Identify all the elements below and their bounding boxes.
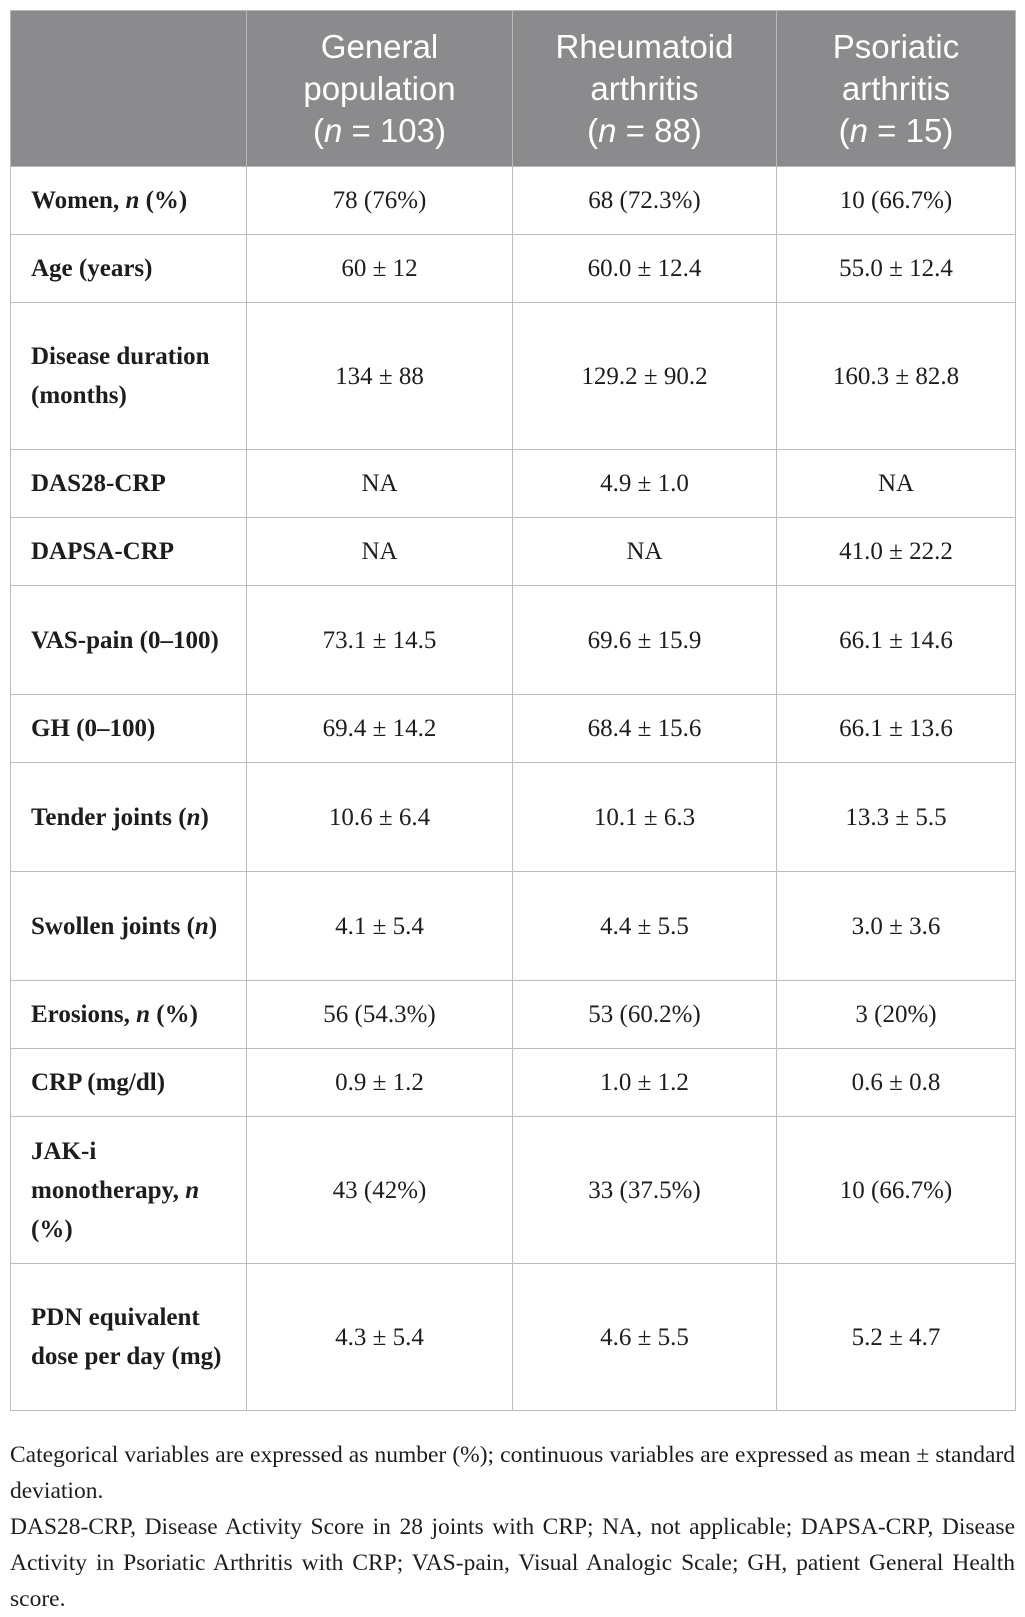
table-row [11, 981, 1016, 1049]
table-row [11, 1049, 1016, 1117]
n-symbol: n [598, 111, 617, 149]
table-cell: 134 ± 88 [247, 303, 513, 450]
row-label-text: PDN equivalent dose per day (mg) [31, 1304, 222, 1370]
row-label-text: Erosions, [31, 1001, 137, 1028]
row-label-text: DAPSA-CRP [31, 538, 175, 565]
table-row [11, 303, 1016, 450]
table-cell: 4.9 ± 1.0 [513, 450, 777, 518]
table-row [11, 763, 1016, 872]
header-title-line2: arthritis [841, 69, 951, 107]
footnote-1: Categorical variables are expressed as number (%); continuous variables are expressed as mean ± standard deviation. [10, 1442, 1015, 1504]
table-body [11, 167, 1016, 1411]
table-row [11, 167, 1016, 235]
header-psoriatic-arthritis: Psoriatic arthritis (n = 15) [777, 11, 1016, 167]
row-label-italic: n [186, 803, 201, 831]
row-label [11, 303, 247, 450]
header-n-value: 103 [379, 111, 436, 149]
table-cell: 41.0 ± 22.2 [777, 518, 1016, 586]
row-label [11, 872, 247, 981]
table-cell: 0.6 ± 0.8 [777, 1049, 1016, 1117]
header-n-value: 15 [905, 111, 943, 149]
table-cell: 43 (42%) [247, 1117, 513, 1264]
header-title-line1: Psoriatic [832, 27, 960, 65]
table-cell: NA [247, 450, 513, 518]
table-cell: 60.0 ± 12.4 [513, 235, 777, 303]
table-cell: 66.1 ± 13.6 [777, 695, 1016, 763]
table-row [11, 1264, 1016, 1411]
table-cell: 60 ± 12 [247, 235, 513, 303]
row-label-suffix: (%) [150, 1001, 198, 1028]
table-row [11, 450, 1016, 518]
table-cell: 5.2 ± 4.7 [777, 1264, 1016, 1411]
table-cell: 56 (54.3%) [247, 981, 513, 1049]
table-footnotes [10, 1437, 1015, 1617]
row-label [11, 235, 247, 303]
row-label-text: VAS-pain (0–100) [31, 626, 219, 654]
table-cell: NA [247, 518, 513, 586]
table-cell: 13.3 ± 5.5 [777, 763, 1016, 872]
row-label [11, 518, 247, 586]
table-cell: 129.2 ± 90.2 [513, 303, 777, 450]
table-cell: 68.4 ± 15.6 [513, 695, 777, 763]
footnote-2: DAS28-CRP, Disease Activity Score in 28 joints with CRP; NA, not applicable; DAPSA-CRP, Disease Activity in Psoriatic Arthritis with CRP; VAS-pain, Visual Analogic Scale; GH, patient General Health score. [10, 1514, 1015, 1612]
row-label-text: JAK-i monotherapy, [31, 1137, 186, 1204]
table-cell: 55.0 ± 12.4 [777, 235, 1016, 303]
table-cell: 3.0 ± 3.6 [777, 872, 1016, 981]
row-label-italic: n [136, 1001, 151, 1028]
table-cell: NA [777, 450, 1016, 518]
table-row [11, 235, 1016, 303]
row-label [11, 695, 247, 763]
header-title-line1: Rheumatoid [555, 27, 734, 65]
table-row [11, 586, 1016, 695]
table-cell: 4.6 ± 5.5 [513, 1264, 777, 1411]
table-cell: 1.0 ± 1.2 [513, 1049, 777, 1117]
row-label-text: Age (years) [31, 255, 153, 282]
table-cell: 78 (76%) [247, 167, 513, 235]
table-cell: 0.9 ± 1.2 [247, 1049, 513, 1117]
table-cell: 4.4 ± 5.5 [513, 872, 777, 981]
table-cell: NA [513, 518, 777, 586]
table-cell: 4.3 ± 5.4 [247, 1264, 513, 1411]
table-cell: 4.1 ± 5.4 [247, 872, 513, 981]
table-cell: 73.1 ± 14.5 [247, 586, 513, 695]
row-label [11, 1117, 247, 1264]
row-label-italic: n [185, 1176, 200, 1204]
table-cell: 33 (37.5%) [513, 1117, 777, 1264]
row-label-text: Tender joints ( [31, 803, 187, 831]
patient-characteristics-table [10, 10, 1016, 1411]
row-label-text: Disease duration (months) [31, 343, 210, 409]
table-cell: 10 (66.7%) [777, 167, 1016, 235]
row-label-suffix: ) [208, 912, 218, 940]
row-label-text: Women, [31, 187, 126, 214]
header-title-line2: arthritis [590, 69, 699, 107]
row-label-text: Swollen joints ( [31, 912, 195, 940]
row-label-text: DAS28-CRP [31, 470, 166, 497]
row-label [11, 981, 247, 1049]
row-label-text: CRP (mg/dl) [31, 1069, 166, 1096]
row-label-italic: n [194, 912, 209, 940]
table-cell: 53 (60.2%) [513, 981, 777, 1049]
row-label-suffix: (%) [31, 1215, 73, 1243]
row-label [11, 586, 247, 695]
row-label [11, 167, 247, 235]
table-cell: 10 (66.7%) [777, 1117, 1016, 1264]
table-cell: 69.4 ± 14.2 [247, 695, 513, 763]
header-general-population: General population (n = 103) [247, 11, 513, 167]
table-cell: 3 (20%) [777, 981, 1016, 1049]
row-label [11, 1049, 247, 1117]
table-row [11, 1117, 1016, 1264]
header-title-line2: population [303, 69, 456, 107]
row-label-italic: n [125, 187, 140, 214]
table-cell: 66.1 ± 14.6 [777, 586, 1016, 695]
table-cell: 160.3 ± 82.8 [777, 303, 1016, 450]
row-label [11, 1264, 247, 1411]
table-cell: 69.6 ± 15.9 [513, 586, 777, 695]
table-row [11, 695, 1016, 763]
n-symbol: n [849, 111, 869, 149]
table-cell: 68 (72.3%) [513, 167, 777, 235]
row-label [11, 450, 247, 518]
row-label-text: GH (0–100) [31, 715, 156, 742]
header-row [11, 11, 1016, 167]
row-label [11, 763, 247, 872]
table-cell: 10.6 ± 6.4 [247, 763, 513, 872]
row-label-suffix: ) [200, 803, 209, 831]
n-symbol: n [323, 111, 343, 149]
header-title-line1: General [320, 27, 439, 65]
table-container [10, 10, 1015, 1411]
table-cell: 10.1 ± 6.3 [513, 763, 777, 872]
header-empty-cell [11, 11, 247, 167]
table-row [11, 518, 1016, 586]
table-row [11, 872, 1016, 981]
header-n-value: 88 [654, 111, 691, 149]
row-label-suffix: (%) [139, 187, 188, 214]
header-rheumatoid-arthritis: Rheumatoid arthritis (n = 88) [513, 11, 777, 167]
